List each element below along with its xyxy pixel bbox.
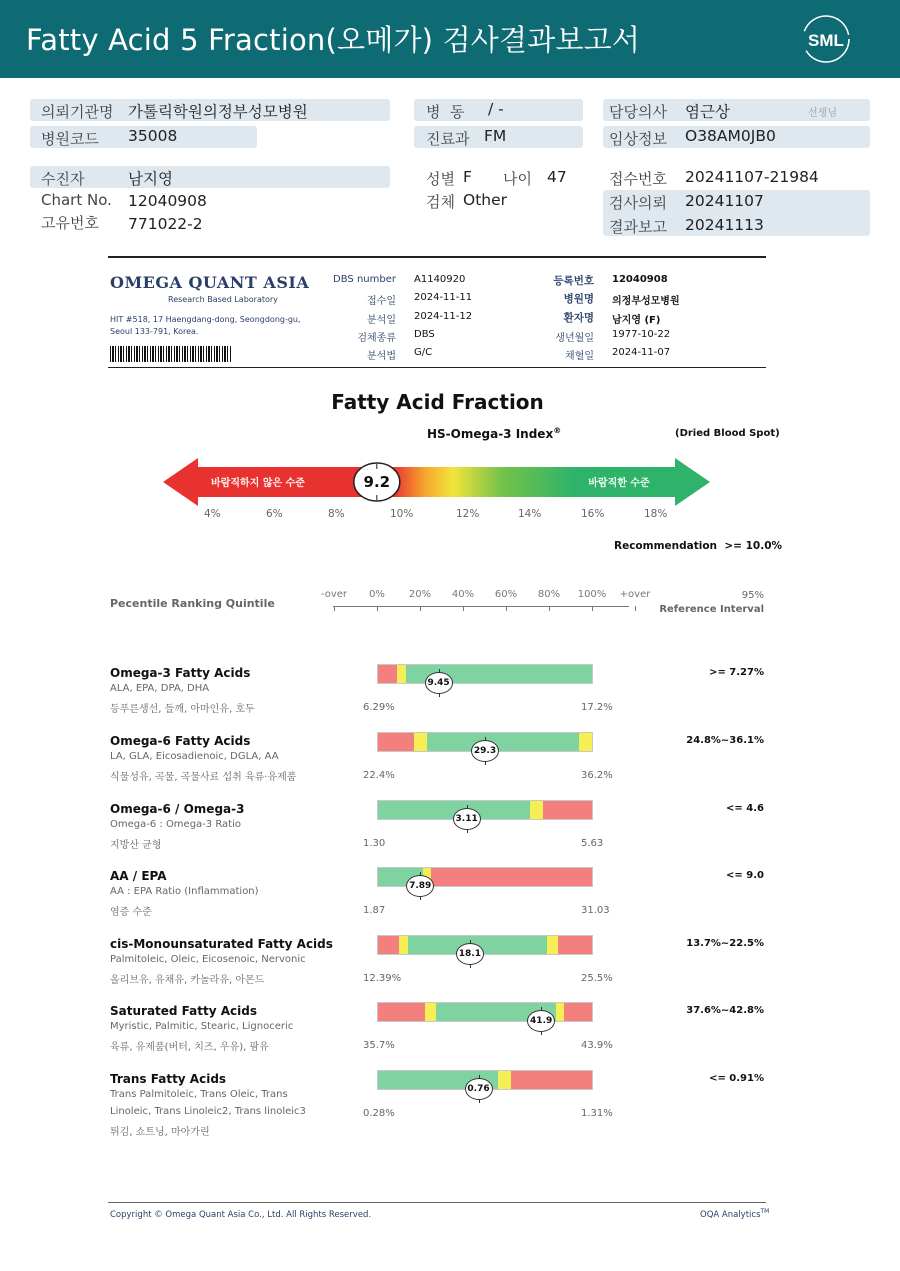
- institution-value: 가톨릭학원의정부성모병원: [128, 103, 308, 121]
- percentile-tick: 40%: [451, 589, 475, 600]
- value-marker: 9.45: [425, 672, 453, 694]
- range-max: 1.31%: [581, 1108, 613, 1119]
- range-bar: [377, 800, 593, 820]
- oqa-dob-label: 생년월일: [555, 333, 594, 344]
- oqa-company: OMEGA QUANT ASIA: [110, 273, 310, 292]
- recommendation-label: Recommendation: [614, 540, 718, 552]
- range-min: 12.39%: [363, 973, 402, 984]
- range-segment-red: [378, 1003, 425, 1021]
- recommendation: [614, 540, 782, 552]
- oqa-draw-value: 2024-11-07: [612, 347, 671, 358]
- unique-value: 771022-2: [128, 215, 203, 233]
- footer-brand-text: OQA Analytics: [700, 1209, 761, 1220]
- gauge-marker: [354, 463, 400, 501]
- row-title: Omega-6 / Omega-3: [110, 802, 245, 816]
- index-subheading-text: HS-Omega-3 Index: [427, 427, 554, 441]
- range-segment-red: [431, 868, 592, 886]
- range-max: 43.9%: [581, 1040, 613, 1051]
- row-description: 염증 수준: [110, 907, 152, 918]
- oqa-analyzed-label: 분석일: [367, 315, 396, 326]
- sample-note: (Dried Blood Spot): [675, 428, 780, 439]
- oqa-bottom-rule: [108, 367, 766, 368]
- doctor-label: 담당의사: [609, 103, 667, 121]
- range-max: 17.2%: [581, 702, 613, 713]
- row-subtitle: Trans Palmitoleic, Trans Oleic, Trans: [110, 1089, 288, 1100]
- value-marker-tick-bottom: [439, 693, 440, 697]
- percentile-tick: 20%: [408, 589, 432, 600]
- row-description: 등푸른생선, 들깨, 아마인유, 호두: [110, 704, 255, 715]
- sml-logo: [800, 13, 852, 65]
- oqa-patient-label: 환자명: [563, 312, 594, 324]
- oqa-reg-label: 등록번호: [553, 275, 594, 287]
- ref-title-1: 95%: [741, 590, 764, 601]
- dept-value: FM: [484, 127, 507, 145]
- row-subtitle: Omega-6 : Omega-3 Ratio: [110, 819, 242, 830]
- oqa-tagline: Research Based Laboratory: [168, 295, 278, 304]
- range-segment-yellow: [530, 801, 543, 819]
- row-subtitle: Myristic, Palmitic, Stearic, Lignoceric: [110, 1021, 294, 1032]
- chart-value: 12040908: [128, 192, 207, 210]
- clinical-value: O38AM0JB0: [685, 127, 776, 145]
- specimen-value: Other: [463, 191, 508, 209]
- oqa-specimen-value: DBS: [414, 329, 435, 340]
- row-title: cis-Monounsaturated Fatty Acids: [110, 937, 333, 951]
- hospital-code-value: 35008: [128, 127, 178, 145]
- reference-interval: >= 7.27%: [709, 667, 764, 678]
- percentile-tick: 100%: [577, 589, 607, 600]
- range-max: 36.2%: [581, 770, 613, 781]
- value-marker-tick-top: [479, 1075, 480, 1079]
- age-label: 나이: [503, 170, 532, 188]
- report-title: Fatty Acid 5 Fraction(오메가) 검사결과보고서: [26, 23, 641, 57]
- value-marker-tick-top: [541, 1007, 542, 1011]
- index-heading: Fatty Acid Fraction: [331, 390, 544, 414]
- ward-value: / -: [488, 100, 504, 118]
- value-marker-tick-top: [470, 940, 471, 944]
- range-segment-yellow: [414, 733, 427, 751]
- value-marker-tick-top: [439, 669, 440, 673]
- oqa-specimen-label: 검체종류: [357, 333, 396, 344]
- oqa-dbs-label: DBS number: [333, 274, 396, 285]
- reference-interval: 37.6%~42.8%: [686, 1005, 764, 1016]
- index-tick-10: 10%: [390, 508, 414, 520]
- oqa-address-1: HIT #518, 17 Haengdang-dong, Seongdong-gu,: [110, 315, 301, 324]
- age-value: 47: [547, 168, 567, 186]
- percentile-axis: [333, 606, 629, 607]
- value-marker-tick-top: [420, 872, 421, 876]
- range-segment-yellow: [399, 936, 408, 954]
- range-min: 1.30: [363, 838, 386, 849]
- hospital-code-label: 병원코드: [41, 130, 99, 148]
- row-title: Omega-6 Fatty Acids: [110, 734, 251, 748]
- value-marker-tick-top: [485, 737, 486, 741]
- index-tick-14: 14%: [518, 508, 542, 520]
- range-segment-red: [558, 936, 592, 954]
- range-segment-yellow: [579, 733, 592, 751]
- range-min: 35.7%: [363, 1040, 395, 1051]
- range-segment-red: [378, 665, 397, 683]
- request-label: 검사의뢰: [609, 194, 667, 212]
- barcode: [110, 346, 232, 362]
- percentile-tick-mark: [635, 606, 636, 611]
- index-tick-18: 18%: [644, 508, 668, 520]
- value-marker: 0.76: [465, 1078, 493, 1100]
- index-tick-4: 4%: [204, 508, 221, 520]
- reference-interval: 13.7%~22.5%: [686, 938, 764, 949]
- percentile-tick: -over: [320, 589, 348, 600]
- footer-rule: [108, 1202, 766, 1203]
- index-subheading: [427, 426, 561, 441]
- range-max: 25.5%: [581, 973, 613, 984]
- value-marker-tick-top: [467, 805, 468, 809]
- value-marker: 18.1: [456, 943, 484, 965]
- patient-label: 수진자: [41, 170, 85, 188]
- report-label: 결과보고: [609, 218, 667, 236]
- reference-interval: <= 9.0: [726, 870, 764, 881]
- value-marker: 7.89: [406, 875, 434, 897]
- range-bar: [377, 664, 593, 684]
- value-marker: 41.9: [527, 1010, 555, 1032]
- range-segment-yellow: [425, 1003, 436, 1021]
- ward-label: 병 동: [426, 103, 465, 121]
- percentile-tick: 80%: [537, 589, 561, 600]
- ref-title-2: Reference Interval: [659, 604, 764, 615]
- range-min: 22.4%: [363, 770, 395, 781]
- specimen-label: 검체: [426, 193, 455, 211]
- range-segment-red: [564, 1003, 592, 1021]
- reference-interval: <= 4.6: [726, 803, 764, 814]
- oqa-method-label: 분석법: [367, 351, 396, 362]
- request-value: 20241107: [685, 192, 764, 210]
- oqa-dbs-value: A1140920: [414, 274, 466, 285]
- sex-value: F: [463, 168, 472, 186]
- oqa-dob-value: 1977-10-22: [612, 329, 671, 340]
- value-marker-tick-bottom: [420, 896, 421, 900]
- value-marker: 29.3: [471, 740, 499, 762]
- doctor-value: 염근상: [685, 103, 730, 121]
- index-tick-8: 8%: [328, 508, 345, 520]
- range-bar: [377, 935, 593, 955]
- range-segment-green: [427, 733, 579, 751]
- patient-value: 남지영: [128, 170, 173, 188]
- trademark: TM: [760, 1208, 770, 1215]
- range-min: 6.29%: [363, 702, 395, 713]
- percentile-label: Pecentile Ranking Quintile: [110, 597, 275, 610]
- value-marker-tick-bottom: [479, 1099, 480, 1103]
- row-description: 지방산 균형: [110, 840, 162, 851]
- value-marker-tick-bottom: [485, 761, 486, 765]
- recommendation-value: >= 10.0%: [724, 540, 783, 552]
- doctor-suffix: 선생님: [808, 108, 837, 119]
- range-min: 1.87: [363, 905, 386, 916]
- report-value: 20241113: [685, 216, 764, 234]
- dept-label: 진료과: [426, 130, 470, 148]
- oqa-analyzed-value: 2024-11-12: [414, 311, 473, 322]
- range-segment-red: [378, 936, 399, 954]
- range-segment-yellow: [498, 1071, 511, 1089]
- oqa-top-rule: [108, 256, 766, 258]
- value-marker: 3.11: [453, 808, 481, 830]
- sex-label: 성별: [426, 170, 455, 188]
- oqa-method-value: G/C: [414, 347, 433, 358]
- oqa-reg-value: 12040908: [612, 274, 668, 285]
- gauge-left-text: 바람직하지 않은 수준: [211, 478, 305, 489]
- gauge-value: 9.2: [363, 473, 391, 491]
- value-marker-tick-bottom: [470, 964, 471, 968]
- receipt-label: 접수번호: [609, 170, 667, 188]
- index-gauge: [160, 455, 715, 510]
- gauge-right-text: 바람직한 수준: [588, 478, 650, 489]
- logo-text: SML: [808, 31, 844, 50]
- index-tick-12: 12%: [456, 508, 480, 520]
- percentile-tick: +over: [619, 589, 651, 600]
- reference-interval: <= 0.91%: [709, 1073, 764, 1084]
- value-marker-tick-bottom: [541, 1031, 542, 1035]
- value-marker-tick-bottom: [467, 829, 468, 833]
- row-subtitle: Palmitoleic, Oleic, Eicosenoic, Nervonic: [110, 954, 306, 965]
- row-subtitle: AA : EPA Ratio (Inflammation): [110, 886, 259, 897]
- chart-label: Chart No.: [41, 191, 112, 209]
- row-title: Omega-3 Fatty Acids: [110, 666, 251, 680]
- oqa-hospital-label: 병원명: [563, 293, 594, 305]
- range-max: 5.63: [581, 838, 604, 849]
- row-title: AA / EPA: [110, 869, 167, 883]
- oqa-hospital-value: 의정부성모병원: [612, 296, 680, 307]
- oqa-address-2: Seoul 133-791, Korea.: [110, 327, 199, 336]
- range-segment-yellow: [556, 1003, 565, 1021]
- row-description: Linoleic, Trans Linoleic2, Trans linoleic3: [110, 1106, 306, 1117]
- range-bar: [377, 1002, 593, 1022]
- row-description: 육류, 유제품(버터, 치즈, 우유), 팜유: [110, 1042, 269, 1053]
- percentile-tick: 60%: [494, 589, 518, 600]
- unique-label: 고유번호: [41, 214, 99, 232]
- institution-label: 의뢰기관명: [41, 103, 114, 121]
- clinical-label: 임상정보: [609, 130, 667, 148]
- range-segment-red: [378, 733, 414, 751]
- range-segment-yellow: [547, 936, 558, 954]
- row-title: Trans Fatty Acids: [110, 1072, 227, 1086]
- row-title: Saturated Fatty Acids: [110, 1004, 257, 1018]
- index-tick-6: 6%: [266, 508, 283, 520]
- range-min: 0.28%: [363, 1108, 395, 1119]
- range-max: 31.03: [581, 905, 610, 916]
- row-note: 튀김, 쇼트닝, 마아가린: [110, 1127, 210, 1138]
- oqa-patient-value: 남지영 (F): [612, 315, 661, 326]
- oqa-received-value: 2024-11-11: [414, 292, 473, 303]
- range-segment-yellow: [397, 665, 406, 683]
- index-tick-16: 16%: [581, 508, 605, 520]
- reference-interval: 24.8%~36.1%: [686, 735, 764, 746]
- range-segment-red: [543, 801, 592, 819]
- copyright: Copyright © Omega Quant Asia Co., Ltd. All Rights Reserved.: [110, 1210, 372, 1220]
- receipt-value: 20241107-21984: [685, 168, 819, 186]
- oqa-draw-label: 채혈일: [565, 351, 594, 362]
- oqa-received-label: 접수일: [367, 296, 396, 307]
- row-description: 식물성유, 곡물, 곡물사료 섭취 육류·유제품: [110, 772, 297, 783]
- footer-brand: [700, 1208, 769, 1220]
- registered-mark: ®: [553, 426, 562, 435]
- range-segment-red: [511, 1071, 592, 1089]
- row-subtitle: LA, GLA, Eicosadienoic, DGLA, AA: [110, 751, 279, 762]
- percentile-tick: 0%: [369, 589, 385, 600]
- row-description: 올리브유, 유채유, 카놀라유, 아몬드: [110, 975, 265, 986]
- row-subtitle: ALA, EPA, DPA, DHA: [110, 683, 210, 694]
